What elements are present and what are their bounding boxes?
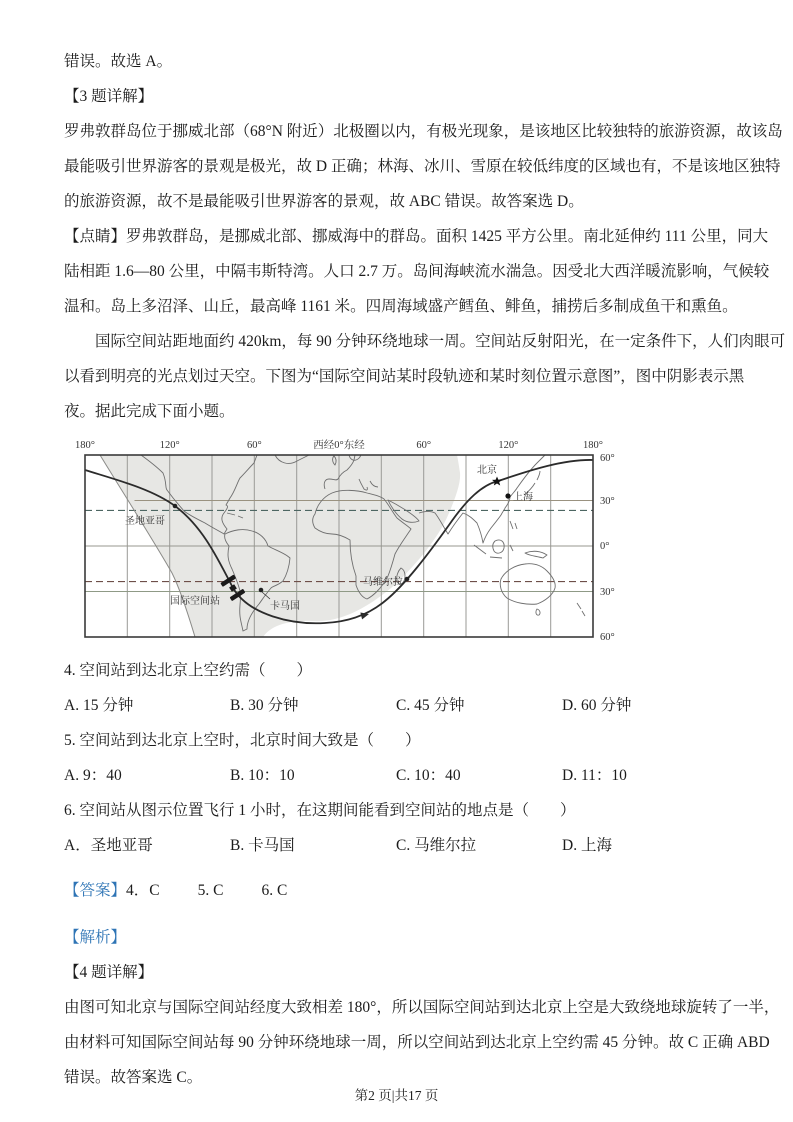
maweierla-label: 马维尔拉 — [363, 577, 403, 588]
question-4-options — [64, 688, 733, 723]
beijing-star-marker — [492, 477, 502, 486]
option-b: B. 10：10 — [230, 767, 295, 784]
option-c: C. 马维尔拉 — [396, 837, 477, 854]
text-line: 罗弗敦群岛位于挪威北部（68°N 附近）北极圈以内，有极光现象，是该地区比较独特的旅游资源，故该岛 — [64, 123, 783, 140]
document-body — [64, 0, 786, 1095]
svg-text:0°: 0° — [600, 541, 610, 552]
world-map-svg — [67, 433, 652, 645]
svg-text:120°: 120° — [498, 440, 519, 451]
text-line: 错误。故选 A。 — [64, 53, 173, 70]
option-d: D. 11：10 — [562, 767, 627, 784]
beijing-label: 北京 — [477, 465, 497, 476]
text-line: 陆相距 1.6—80 公里，中隔韦斯特湾。人口 2.7 万。岛间海峡流水湍急。因受北大西洋暖流影响，气候较 — [64, 263, 770, 280]
text-line: 最能吸引世界游客的景观是极光，故 D 正确；林海、冰川、雪原在较低纬度的区域也有，不是该地区独特 — [64, 158, 781, 175]
option-a: A. 9：40 — [64, 767, 122, 784]
svg-text:西经0°东经: 西经0°东经 — [313, 440, 365, 451]
question-6-stem: 6. 空间站从图示位置飞行 1 小时，在这期间能看到空间站的地点是（ ） — [64, 802, 576, 819]
svg-text:30°: 30° — [600, 587, 615, 598]
kamaguo-label: 卡马国 — [270, 601, 300, 612]
text-line: 【点睛】罗弗敦群岛，是挪威北部、挪威海中的群岛。面积 1425 平方公里。南北延伸约 111 公里，同大 — [64, 228, 769, 245]
svg-text:60°: 60° — [246, 440, 262, 451]
answer-item: 6. C — [261, 882, 288, 899]
text-line: 夜。据此完成下面小题。 — [64, 403, 235, 420]
svg-text:30°: 30° — [600, 496, 615, 507]
question-6-options — [64, 828, 733, 863]
page-number-footer: 第2 页|共17 页 — [354, 1088, 439, 1103]
option-d: D. 60 分钟 — [562, 697, 632, 714]
svg-text:60°: 60° — [416, 440, 432, 451]
question-5-options — [64, 758, 733, 793]
shanghai-marker — [505, 493, 510, 498]
santiago-label: 圣地亚哥 — [125, 516, 165, 527]
answer-item: 5. C — [197, 882, 224, 899]
iss-orbit-map — [67, 433, 652, 645]
section-4-title: 【4 题详解】 — [64, 964, 154, 981]
kamaguo-marker — [259, 588, 264, 593]
option-b: B. 卡马国 — [230, 837, 295, 854]
section-3-title: 【3 题详解】 — [64, 88, 154, 105]
text-line: 由图可知北京与国际空间站经度大致相差 180°，所以国际空间站到达北京上空是大致绕地球旋转了一半， — [64, 999, 780, 1016]
text-line: 的旅游资源，故不是最能吸引世界游客的景观，故 ABC 错误。故答案选 D。 — [64, 193, 584, 210]
option-d: D. 上海 — [562, 837, 612, 854]
svg-text:60°: 60° — [600, 453, 615, 464]
analysis-label: 【解析】 — [64, 929, 127, 946]
longitude-axis-labels — [75, 438, 603, 451]
text-line: 温和。岛上多沼泽、山丘，最高峰 1161 米。四周海域盛产鳕鱼、鲱鱼，捕捞后多制成鱼干和熏鱼。 — [64, 298, 738, 315]
option-a: A. 15 分钟 — [64, 697, 134, 714]
text-line: 错误。故答案选 C。 — [64, 1069, 203, 1086]
svg-text:180°: 180° — [583, 440, 603, 451]
svg-text:120°: 120° — [159, 440, 180, 451]
answer-line — [64, 873, 733, 908]
text-line: 由材料可知国际空间站每 90 分钟环绕地球一周，所以空间站到达北京上空约需 45 分钟。故 C 正确 ABD — [64, 1034, 770, 1051]
text-line: 国际空间站距地面约 420km，每 90 分钟环绕地球一周。空间站反射阳光，在一定条件下，人们肉眼可 — [64, 333, 786, 350]
shanghai-label: 上海 — [513, 492, 533, 503]
option-c: C. 45 分钟 — [396, 697, 465, 714]
latitude-axis-labels — [600, 453, 615, 643]
option-c: C. 10：40 — [396, 767, 461, 784]
option-a: A．圣地亚哥 — [64, 837, 153, 854]
question-4-stem: 4. 空间站到达北京上空约需（ ） — [64, 662, 313, 679]
svg-text:60°: 60° — [600, 632, 615, 643]
santiago-marker — [173, 504, 178, 509]
svg-text:180°: 180° — [75, 440, 95, 451]
question-5-stem: 5. 空间站到达北京上空时，北京时间大致是（ ） — [64, 732, 421, 749]
answer-item: 4．C — [126, 882, 160, 899]
answer-label: 【答案】 — [64, 882, 127, 899]
maweierla-marker — [405, 577, 410, 582]
text-line: 以看到明亮的光点划过天空。下图为“国际空间站某时段轨迹和某时刻位置示意图”，图中阴影表示黑 — [64, 368, 745, 385]
option-b: B. 30 分钟 — [230, 697, 299, 714]
iss-label: 国际空间站 — [170, 596, 220, 607]
